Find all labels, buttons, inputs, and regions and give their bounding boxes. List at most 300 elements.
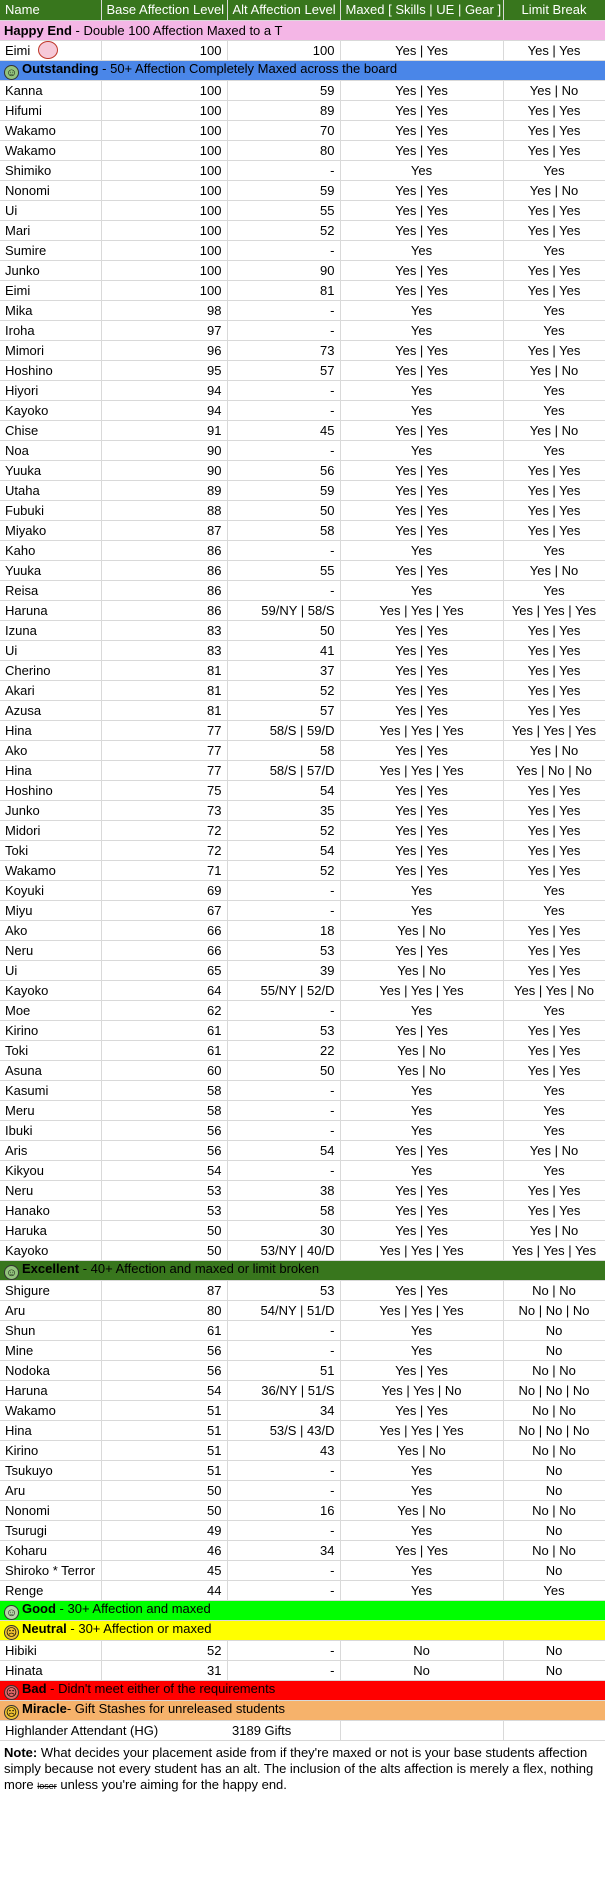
student-name: Neru [0, 940, 101, 960]
student-name: Haruna [0, 1380, 101, 1400]
base-affection: 72 [101, 840, 227, 860]
limit-break-status: Yes | Yes [503, 920, 605, 940]
limit-break-status: Yes | Yes [503, 140, 605, 160]
base-affection: 51 [101, 1400, 227, 1420]
section-title: Outstanding [22, 60, 99, 76]
base-affection: 100 [101, 280, 227, 300]
maxed-status: Yes | Yes [340, 820, 503, 840]
base-affection: 100 [101, 180, 227, 200]
maxed-status: Yes | Yes [340, 80, 503, 100]
student-name: Utaha [0, 480, 101, 500]
student-name: Shiroko * Terror [0, 1560, 101, 1580]
alt-affection: 73 [227, 340, 340, 360]
student-name: Kirino [0, 1440, 101, 1460]
base-affection: 53 [101, 1180, 227, 1200]
maxed-status: Yes | Yes [340, 740, 503, 760]
table-row [0, 880, 605, 900]
student-name: Yuuka [0, 560, 101, 580]
limit-break-status: Yes | Yes [503, 860, 605, 880]
header-alt-affection: Alt Affection Level [227, 0, 340, 20]
student-name: Wakamo [0, 1400, 101, 1420]
alt-affection: - [227, 1560, 340, 1580]
grin-face-icon: ☺ [5, 1266, 18, 1279]
limit-break-status: Yes | Yes | Yes [503, 600, 605, 620]
maxed-status: Yes | Yes [340, 780, 503, 800]
alt-affection: 57 [227, 360, 340, 380]
alt-affection: 90 [227, 260, 340, 280]
limit-break-status: Yes | Yes [503, 680, 605, 700]
header-base-affection: Base Affection Level [101, 0, 227, 20]
section-title: Bad [22, 1680, 47, 1696]
alt-affection: 53/S | 43/D [227, 1420, 340, 1440]
maxed-status: Yes [340, 580, 503, 600]
alt-affection: 39 [227, 960, 340, 980]
table-row [0, 700, 605, 720]
table-row [0, 80, 605, 100]
student-name: Tsurugi [0, 1520, 101, 1540]
student-name: Mari [0, 220, 101, 240]
table-row [0, 1120, 605, 1140]
limit-break-status: Yes | No [503, 1220, 605, 1240]
limit-break-status: Yes | Yes [503, 1200, 605, 1220]
student-name: Neru [0, 1180, 101, 1200]
limit-break-status: Yes [503, 1120, 605, 1140]
limit-break-status: Yes | Yes [503, 200, 605, 220]
alt-affection: - [227, 400, 340, 420]
base-affection: 77 [101, 760, 227, 780]
student-name: Hanako [0, 1200, 101, 1220]
base-affection: 56 [101, 1360, 227, 1380]
table-row [0, 1560, 605, 1580]
base-affection: 44 [101, 1580, 227, 1600]
student-name: Akari [0, 680, 101, 700]
student-name [0, 40, 101, 60]
limit-break-status: No [503, 1480, 605, 1500]
section-title-cell [0, 1620, 605, 1640]
maxed-status: Yes | Yes [340, 100, 503, 120]
table-row [0, 1240, 605, 1260]
student-name: Kaho [0, 540, 101, 560]
header-limit-break: Limit Break [503, 0, 605, 20]
maxed-status: Yes | Yes [340, 700, 503, 720]
maxed-status: Yes | Yes [340, 460, 503, 480]
maxed-status: Yes | Yes [340, 1540, 503, 1560]
base-affection: 71 [101, 860, 227, 880]
base-affection: 61 [101, 1320, 227, 1340]
table-row [0, 980, 605, 1000]
section-description: - 30+ Affection or maxed [66, 1620, 212, 1636]
maxed-status: Yes [340, 880, 503, 900]
maxed-status: Yes [340, 1520, 503, 1540]
alt-affection: 55 [227, 200, 340, 220]
base-affection: 69 [101, 880, 227, 900]
limit-break-status: Yes | Yes [503, 700, 605, 720]
alt-affection: 52 [227, 860, 340, 880]
student-name: Wakamo [0, 860, 101, 880]
table-row [0, 1400, 605, 1420]
table-row [0, 440, 605, 460]
table-row [0, 1100, 605, 1120]
header-row [0, 0, 605, 20]
section-title: Miracle [22, 1700, 67, 1716]
base-affection: 81 [101, 700, 227, 720]
alt-affection: 59 [227, 80, 340, 100]
table-row [0, 660, 605, 680]
student-name: Koharu [0, 1540, 101, 1560]
base-affection: 86 [101, 600, 227, 620]
base-affection: 100 [101, 140, 227, 160]
table-row [0, 1500, 605, 1520]
base-affection: 58 [101, 1100, 227, 1120]
table-row [0, 1140, 605, 1160]
base-affection: 100 [101, 100, 227, 120]
base-affection: 52 [101, 1640, 227, 1660]
student-name: Renge [0, 1580, 101, 1600]
maxed-status: Yes | Yes [340, 280, 503, 300]
base-affection: 94 [101, 380, 227, 400]
alt-affection: 22 [227, 1040, 340, 1060]
alt-affection: 41 [227, 640, 340, 660]
base-affection: 81 [101, 680, 227, 700]
limit-break-status: Yes | Yes [503, 620, 605, 640]
maxed-status: Yes | Yes [340, 1280, 503, 1300]
table-row [0, 1460, 605, 1480]
table-row [0, 240, 605, 260]
base-affection: 88 [101, 500, 227, 520]
table-row [0, 1440, 605, 1460]
limit-break-status: Yes [503, 1160, 605, 1180]
maxed-status: Yes | No [340, 1040, 503, 1060]
alt-affection: - [227, 300, 340, 320]
table-row [0, 740, 605, 760]
alt-affection: 50 [227, 1060, 340, 1080]
note-label: Note: [4, 1744, 38, 1760]
limit-break-status: Yes | Yes | Yes [503, 720, 605, 740]
student-name: Hifumi [0, 100, 101, 120]
alt-affection: 55 [227, 560, 340, 580]
table-row [0, 640, 605, 660]
maxed-status: Yes | Yes [340, 620, 503, 640]
alt-affection: 53/NY | 40/D [227, 1240, 340, 1260]
alt-affection: 59 [227, 180, 340, 200]
limit-break-status: Yes | Yes [503, 340, 605, 360]
base-affection: 61 [101, 1040, 227, 1060]
highlander-label: Highlander Attendant (HG) [0, 1720, 227, 1740]
base-affection: 96 [101, 340, 227, 360]
alt-affection: - [227, 1000, 340, 1020]
table-row [0, 120, 605, 140]
student-name: Ako [0, 740, 101, 760]
alt-affection: 34 [227, 1540, 340, 1560]
student-name: Moe [0, 1000, 101, 1020]
maxed-status: Yes [340, 1460, 503, 1480]
base-affection: 95 [101, 360, 227, 380]
maxed-status: Yes | Yes | Yes [340, 980, 503, 1000]
alt-affection: 38 [227, 1180, 340, 1200]
alt-affection: - [227, 1340, 340, 1360]
footnote [0, 1741, 605, 1798]
alt-affection: 34 [227, 1400, 340, 1420]
table-row [0, 1540, 605, 1560]
pig-icon [38, 41, 58, 59]
table-row [0, 520, 605, 540]
alt-affection: 59/NY | 58/S [227, 600, 340, 620]
base-affection: 58 [101, 1080, 227, 1100]
limit-break-status: Yes | No | No [503, 760, 605, 780]
student-name: Haruka [0, 1220, 101, 1240]
student-name: Shigure [0, 1280, 101, 1300]
limit-break-status: Yes [503, 380, 605, 400]
maxed-status: Yes | Yes [340, 660, 503, 680]
base-affection: 56 [101, 1340, 227, 1360]
base-affection: 54 [101, 1160, 227, 1180]
table-row [0, 940, 605, 960]
alt-affection: 45 [227, 420, 340, 440]
limit-break-status: Yes | Yes [503, 960, 605, 980]
alt-affection: 53 [227, 1020, 340, 1040]
student-name: Cherino [0, 660, 101, 680]
table-row [0, 480, 605, 500]
maxed-status: Yes | No [340, 960, 503, 980]
base-affection: 51 [101, 1420, 227, 1440]
maxed-status: Yes | Yes | Yes [340, 1420, 503, 1440]
alt-affection: 53 [227, 1280, 340, 1300]
maxed-status: Yes | Yes [340, 220, 503, 240]
section-title-cell [0, 1260, 605, 1280]
base-affection: 100 [101, 160, 227, 180]
student-name: Nonomi [0, 180, 101, 200]
limit-break-status: Yes [503, 880, 605, 900]
header-maxed: Maxed [ Skills | UE | Gear ] [340, 0, 503, 20]
student-name: Asuna [0, 1060, 101, 1080]
maxed-status: No [340, 1660, 503, 1680]
table-row [0, 760, 605, 780]
student-name: Hina [0, 1420, 101, 1440]
alt-affection: 52 [227, 680, 340, 700]
limit-break-status: Yes [503, 320, 605, 340]
alt-affection: - [227, 1080, 340, 1100]
alt-affection: 30 [227, 1220, 340, 1240]
table-row [0, 180, 605, 200]
student-name: Junko [0, 260, 101, 280]
maxed-status: Yes | No [340, 1500, 503, 1520]
section-title: Good [22, 1600, 56, 1616]
table-row [0, 720, 605, 740]
limit-break-status: Yes | Yes [503, 640, 605, 660]
student-name: Hiyori [0, 380, 101, 400]
student-name: Hina [0, 760, 101, 780]
table-row [0, 1220, 605, 1240]
maxed-status: Yes | No [340, 1060, 503, 1080]
student-name: Miyako [0, 520, 101, 540]
section-header [0, 20, 605, 40]
limit-break-status: Yes [503, 1100, 605, 1120]
base-affection: 67 [101, 900, 227, 920]
alt-affection: 55/NY | 52/D [227, 980, 340, 1000]
alt-affection: 35 [227, 800, 340, 820]
alt-affection: - [227, 1660, 340, 1680]
maxed-status: Yes | No [340, 1440, 503, 1460]
base-affection: 75 [101, 780, 227, 800]
section-title-cell [0, 20, 605, 40]
base-affection: 56 [101, 1120, 227, 1140]
limit-break-status: No [503, 1560, 605, 1580]
limit-break-status: No | No [503, 1360, 605, 1380]
table-row [0, 1640, 605, 1660]
base-affection: 100 [101, 120, 227, 140]
maxed-status: Yes | Yes [340, 1220, 503, 1240]
student-name: Hoshino [0, 360, 101, 380]
maxed-status: Yes | Yes [340, 200, 503, 220]
alt-affection: - [227, 160, 340, 180]
student-name: Ibuki [0, 1120, 101, 1140]
alt-affection: 50 [227, 500, 340, 520]
alt-affection: 52 [227, 220, 340, 240]
student-name: Midori [0, 820, 101, 840]
limit-break-status: Yes | Yes [503, 800, 605, 820]
student-name: Aru [0, 1300, 101, 1320]
maxed-status: Yes [340, 1000, 503, 1020]
maxed-status: Yes | Yes [340, 1360, 503, 1380]
alt-affection: - [227, 320, 340, 340]
alt-affection: 57 [227, 700, 340, 720]
table-row [0, 460, 605, 480]
student-name: Kayoko [0, 1240, 101, 1260]
section-description: - 40+ Affection and maxed or limit broken [79, 1260, 320, 1276]
maxed-status: Yes | Yes | No [340, 1380, 503, 1400]
base-affection: 53 [101, 1200, 227, 1220]
table-row [0, 1660, 605, 1680]
student-name: Ui [0, 960, 101, 980]
student-name: Eimi [0, 280, 101, 300]
table-row [0, 1060, 605, 1080]
base-affection: 65 [101, 960, 227, 980]
limit-break-status: No | No | No [503, 1420, 605, 1440]
limit-break-status: No | No | No [503, 1300, 605, 1320]
student-name: Aris [0, 1140, 101, 1160]
maxed-status: Yes [340, 1120, 503, 1140]
section-header [0, 60, 605, 80]
student-name: Junko [0, 800, 101, 820]
alt-affection: 58 [227, 520, 340, 540]
table-row [0, 1200, 605, 1220]
table-row [0, 900, 605, 920]
alt-affection: - [227, 1460, 340, 1480]
student-name: Shun [0, 1320, 101, 1340]
limit-break-status: No [503, 1640, 605, 1660]
student-name: Ako [0, 920, 101, 940]
table-row [0, 780, 605, 800]
alt-affection: 51 [227, 1360, 340, 1380]
table-row [0, 580, 605, 600]
maxed-status: Yes [340, 1560, 503, 1580]
limit-break-status: Yes | Yes [503, 1020, 605, 1040]
limit-break-status: Yes [503, 540, 605, 560]
maxed-status: Yes [340, 300, 503, 320]
table-row [0, 920, 605, 940]
limit-break-status: Yes | No [503, 560, 605, 580]
limit-break-status: Yes | Yes [503, 260, 605, 280]
limit-break-status: Yes [503, 400, 605, 420]
base-affection: 100 [101, 220, 227, 240]
maxed-status: Yes | Yes [340, 860, 503, 880]
alt-affection: - [227, 1640, 340, 1660]
student-name: Koyuki [0, 880, 101, 900]
alt-affection: - [227, 380, 340, 400]
maxed-status: Yes | Yes [340, 1140, 503, 1160]
base-affection: 50 [101, 1480, 227, 1500]
highlander-row [0, 1720, 605, 1740]
student-name: Reisa [0, 580, 101, 600]
base-affection: 62 [101, 1000, 227, 1020]
table-row [0, 680, 605, 700]
alt-affection: - [227, 1320, 340, 1340]
limit-break-status: No [503, 1340, 605, 1360]
table-row [0, 560, 605, 580]
note-text: What decides your placement aside from if they're maxed or not is your base students affection simply because not every student has an alt. The inclusion of the alts affection is merely a flex, nothing more [4, 1744, 594, 1792]
alt-affection: - [227, 1480, 340, 1500]
student-name: Hibiki [0, 1640, 101, 1660]
maxed-status: Yes [340, 1340, 503, 1360]
table-row [0, 1020, 605, 1040]
table-body [0, 20, 605, 1720]
base-affection: 49 [101, 1520, 227, 1540]
section-header [0, 1680, 605, 1700]
table-row [0, 140, 605, 160]
table-row [0, 1040, 605, 1060]
limit-break-status: Yes [503, 300, 605, 320]
limit-break-status: Yes | No [503, 1140, 605, 1160]
base-affection: 66 [101, 920, 227, 940]
table-row [0, 1480, 605, 1500]
limit-break-status: Yes | No [503, 180, 605, 200]
limit-break-status: Yes [503, 240, 605, 260]
base-affection: 87 [101, 520, 227, 540]
table-row [0, 1000, 605, 1020]
base-affection: 56 [101, 1140, 227, 1160]
limit-break-status: Yes | Yes [503, 940, 605, 960]
note-strike: loser [37, 1780, 57, 1791]
base-affection: 51 [101, 1440, 227, 1460]
maxed-status: No [340, 1640, 503, 1660]
student-name: Toki [0, 1040, 101, 1060]
alt-affection: - [227, 1580, 340, 1600]
limit-break-status: No [503, 1460, 605, 1480]
limit-break-status: Yes | No [503, 360, 605, 380]
section-title-cell [0, 1600, 605, 1620]
limit-break-status: No | No [503, 1280, 605, 1300]
student-name: Kanna [0, 80, 101, 100]
student-name: Yuuka [0, 460, 101, 480]
table-row [0, 340, 605, 360]
limit-break-status: Yes | No [503, 80, 605, 100]
maxed-status: Yes [340, 1160, 503, 1180]
alt-affection: - [227, 1520, 340, 1540]
alt-affection: 54 [227, 1140, 340, 1160]
alt-affection: 53 [227, 940, 340, 960]
alt-affection: 58/S | 57/D [227, 760, 340, 780]
limit-break-status: Yes | Yes [503, 100, 605, 120]
limit-break-status: Yes | No [503, 420, 605, 440]
limit-break-status: Yes [503, 1080, 605, 1100]
table-row [0, 1340, 605, 1360]
alt-affection: 18 [227, 920, 340, 940]
neutral-face-icon: ☹ [5, 1706, 18, 1719]
maxed-status: Yes [340, 1080, 503, 1100]
table-row [0, 420, 605, 440]
table-row [0, 1160, 605, 1180]
student-name: Hinata [0, 1660, 101, 1680]
